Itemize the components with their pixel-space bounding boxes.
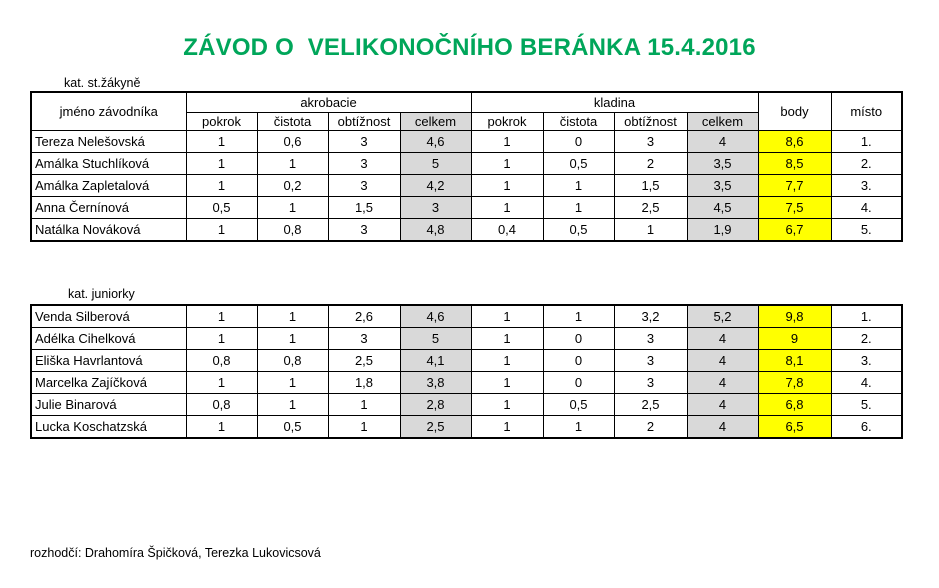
table-row [31,328,902,350]
cell-k-celkem: 3,5 [687,175,758,197]
cell-a-cistota: 0,6 [257,131,328,153]
cell-a-obtiznost: 3 [328,131,400,153]
header-a-pokrok: pokrok [186,113,257,131]
cell-a-obtiznost: 3 [328,219,400,242]
header-body: body [758,92,831,131]
cell-k-pokrok: 1 [471,175,543,197]
header-akrobacie: akrobacie [186,92,471,113]
cell-a-pokrok: 0,8 [186,350,257,372]
cell-a-celkem: 5 [400,153,471,175]
cell-k-obtiznost: 3 [614,372,687,394]
cell-a-cistota: 0,8 [257,219,328,242]
table-row [31,350,902,372]
cell-a-celkem: 4,8 [400,219,471,242]
table-row [31,131,902,153]
cell-a-pokrok: 1 [186,153,257,175]
header-a-cistota: čistota [257,113,328,131]
cell-name: Amálka Zapletalová [31,175,186,197]
cell-misto: 5. [831,394,902,416]
results-table-st-zakyne [30,91,903,242]
cell-a-obtiznost: 1 [328,394,400,416]
cell-a-pokrok: 1 [186,131,257,153]
cell-misto: 3. [831,350,902,372]
cell-k-celkem: 4 [687,350,758,372]
cell-a-cistota: 1 [257,372,328,394]
cell-k-cistota: 0 [543,372,614,394]
cell-name: Amálka Stuchlíková [31,153,186,175]
cell-misto: 1. [831,131,902,153]
cell-misto: 2. [831,153,902,175]
cell-k-celkem: 4,5 [687,197,758,219]
cell-k-celkem: 5,2 [687,305,758,328]
table-row [31,219,902,242]
cell-k-cistota: 1 [543,197,614,219]
cell-a-celkem: 4,6 [400,305,471,328]
results-table-juniorky [30,304,903,439]
cell-k-pokrok: 1 [471,372,543,394]
cell-a-celkem: 4,2 [400,175,471,197]
cell-k-cistota: 1 [543,175,614,197]
header-k-cistota: čistota [543,113,614,131]
cell-misto: 4. [831,372,902,394]
cell-k-obtiznost: 3 [614,131,687,153]
cell-k-celkem: 1,9 [687,219,758,242]
cell-a-obtiznost: 1,5 [328,197,400,219]
section-rows [31,305,902,438]
cell-a-pokrok: 1 [186,328,257,350]
cell-a-cistota: 0,5 [257,416,328,439]
cell-k-pokrok: 1 [471,350,543,372]
table-row [31,153,902,175]
cell-a-cistota: 1 [257,153,328,175]
cell-k-pokrok: 0,4 [471,219,543,242]
cell-body: 6,8 [758,394,831,416]
cell-k-obtiznost: 2,5 [614,394,687,416]
category-label: kat. st.žákyně [64,76,141,90]
table-row [31,197,902,219]
cell-body: 9 [758,328,831,350]
table-row [31,175,902,197]
header-a-celkem: celkem [400,113,471,131]
cell-misto: 5. [831,219,902,242]
cell-a-cistota: 1 [257,197,328,219]
cell-k-celkem: 4 [687,131,758,153]
cell-body: 8,1 [758,350,831,372]
cell-k-celkem: 4 [687,394,758,416]
cell-k-pokrok: 1 [471,416,543,439]
cell-k-cistota: 0,5 [543,219,614,242]
cell-k-obtiznost: 3 [614,328,687,350]
cell-name: Lucka Koschatzská [31,416,186,439]
cell-body: 7,5 [758,197,831,219]
cell-name: Eliška Havrlantová [31,350,186,372]
cell-k-pokrok: 1 [471,394,543,416]
cell-a-pokrok: 1 [186,219,257,242]
cell-body: 6,5 [758,416,831,439]
cell-a-obtiznost: 2,5 [328,350,400,372]
page-title: ZÁVOD O VELIKONOČNÍHO BERÁNKA 15.4.2016 [183,34,756,61]
cell-a-pokrok: 1 [186,372,257,394]
cell-k-cistota: 0,5 [543,394,614,416]
cell-k-obtiznost: 1,5 [614,175,687,197]
cell-k-obtiznost: 1 [614,219,687,242]
cell-k-obtiznost: 3,2 [614,305,687,328]
cell-a-pokrok: 1 [186,305,257,328]
cell-k-celkem: 4 [687,416,758,439]
cell-misto: 3. [831,175,902,197]
cell-k-cistota: 0 [543,328,614,350]
cell-misto: 2. [831,328,902,350]
cell-a-celkem: 5 [400,328,471,350]
cell-body: 8,6 [758,131,831,153]
cell-k-cistota: 0,5 [543,153,614,175]
cell-misto: 1. [831,305,902,328]
cell-a-obtiznost: 3 [328,328,400,350]
header-name: jméno závodníka [31,92,186,131]
cell-a-obtiznost: 2,6 [328,305,400,328]
cell-a-obtiznost: 3 [328,175,400,197]
cell-a-celkem: 3 [400,197,471,219]
header-misto: místo [831,92,902,131]
cell-k-obtiznost: 3 [614,350,687,372]
cell-name: Marcelka Zajíčková [31,372,186,394]
cell-k-celkem: 4 [687,328,758,350]
cell-a-pokrok: 0,8 [186,394,257,416]
cell-name: Adélka Cihelková [31,328,186,350]
header-k-pokrok: pokrok [471,113,543,131]
cell-name: Natálka Nováková [31,219,186,242]
section-rows [31,131,902,242]
cell-k-cistota: 1 [543,416,614,439]
cell-body: 7,7 [758,175,831,197]
cell-name: Venda Silberová [31,305,186,328]
cell-a-obtiznost: 1 [328,416,400,439]
cell-body: 6,7 [758,219,831,242]
cell-body: 8,5 [758,153,831,175]
cell-a-celkem: 4,1 [400,350,471,372]
cell-a-cistota: 0,2 [257,175,328,197]
cell-a-obtiznost: 3 [328,153,400,175]
category-label: kat. juniorky [68,287,135,301]
table-row [31,305,902,328]
cell-a-celkem: 3,8 [400,372,471,394]
cell-a-obtiznost: 1,8 [328,372,400,394]
cell-a-cistota: 0,8 [257,350,328,372]
header-k-obtiznost: obtížnost [614,113,687,131]
cell-misto: 6. [831,416,902,439]
cell-misto: 4. [831,197,902,219]
cell-k-cistota: 0 [543,350,614,372]
cell-a-celkem: 4,6 [400,131,471,153]
cell-body: 9,8 [758,305,831,328]
header-kladina: kladina [471,92,758,113]
cell-k-cistota: 1 [543,305,614,328]
cell-a-cistota: 1 [257,305,328,328]
cell-k-celkem: 4 [687,372,758,394]
cell-k-pokrok: 1 [471,131,543,153]
table-row [31,372,902,394]
cell-name: Tereza Nelešovská [31,131,186,153]
cell-a-pokrok: 1 [186,416,257,439]
cell-body: 7,8 [758,372,831,394]
judges-note: rozhodčí: Drahomíra Špičková, Terezka Lukovicsová [30,546,321,560]
cell-k-pokrok: 1 [471,305,543,328]
cell-k-obtiznost: 2 [614,416,687,439]
cell-a-cistota: 1 [257,394,328,416]
table-row [31,394,902,416]
cell-a-celkem: 2,8 [400,394,471,416]
cell-k-obtiznost: 2 [614,153,687,175]
header-k-celkem: celkem [687,113,758,131]
header-a-obtiznost: obtížnost [328,113,400,131]
cell-name: Julie Binarová [31,394,186,416]
cell-a-pokrok: 0,5 [186,197,257,219]
cell-k-pokrok: 1 [471,197,543,219]
table-row [31,416,902,439]
cell-k-pokrok: 1 [471,328,543,350]
cell-k-pokrok: 1 [471,153,543,175]
cell-a-celkem: 2,5 [400,416,471,439]
cell-a-cistota: 1 [257,328,328,350]
cell-a-pokrok: 1 [186,175,257,197]
cell-k-obtiznost: 2,5 [614,197,687,219]
cell-k-cistota: 0 [543,131,614,153]
cell-k-celkem: 3,5 [687,153,758,175]
cell-name: Anna Černínová [31,197,186,219]
